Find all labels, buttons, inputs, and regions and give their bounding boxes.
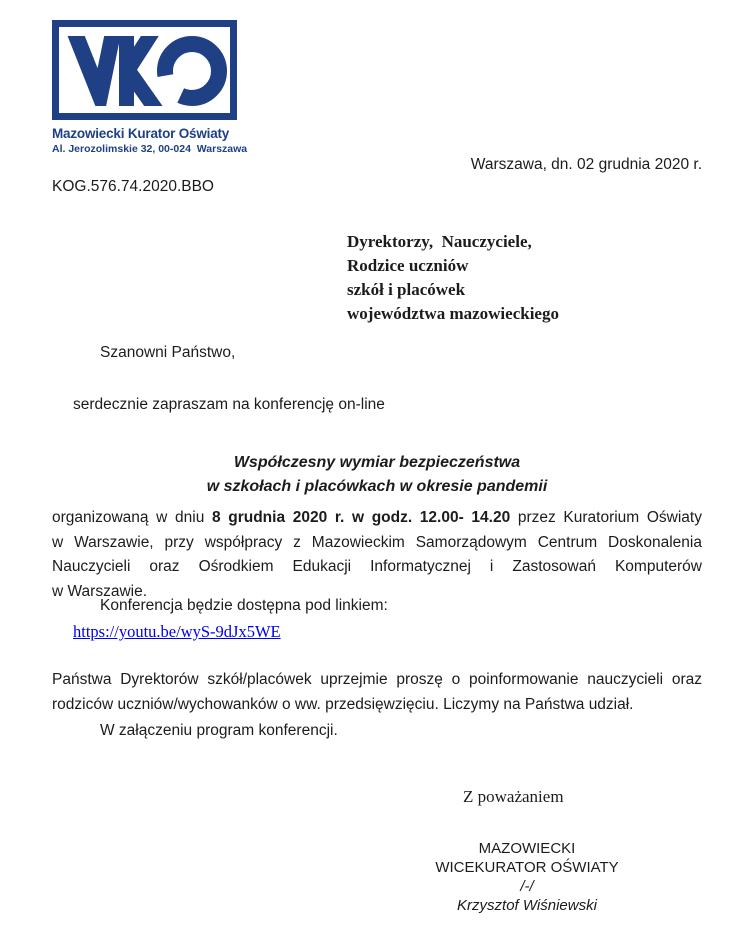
logo-org-name: Mazowiecki Kurator Oświaty [52,126,230,141]
recipient-line: Dyrektorzy, Nauczyciele, [347,232,532,251]
paragraph-2-line-1: Państwa Dyrektorów szkół/placówek uprzejmie proszę o poinformowanie nauczycieli oraz [52,671,702,688]
paragraph-1-line-1-post: przez Kuratorium Oświaty [510,509,702,526]
paragraph-1-line-1 [52,506,702,531]
paragraph-1-line-4: w Warszawie. [52,582,148,600]
signer-name: Krzysztof Wiśniewski [457,897,597,914]
intro-line: serdecznie zapraszam na konferencję on-line [73,396,385,413]
paragraph-2-line-2: rodziców uczniów/wychowanków o ww. przedsięwzięciu. Liczymy na Państwa udział. [52,695,634,713]
paragraph-2 [52,668,702,717]
paragraph-1-line-1-pre: organizowaną w dniu [52,509,212,526]
salutation: Szanowni Państwo, [100,344,236,361]
closing-salutation: Z poważaniem [463,787,564,806]
paragraph-1 [52,506,702,604]
recipient-line: szkół i placówek [347,280,466,299]
attachment-note: W załączeniu program konferencji. [100,722,338,739]
conference-title-line-1: Współczesny wymiar bezpieczeństwa [233,454,521,471]
letterhead-logo [52,20,237,120]
signer-title-line-2: WICEKURATOR OŚWIATY [435,859,619,876]
recipient-block [347,230,559,326]
link-intro: Konferencja będzie dostępna pod linkiem: [100,597,388,614]
paragraph-1-line-3: Nauczycieli oraz Ośrodkiem Edukacji Informatycznej i Zastosowań Komputerów [52,558,702,575]
conference-datetime: 8 grudnia 2020 r. w godz. 12.00- 14.20 [211,509,511,526]
reference-number: KOG.576.74.2020.BBO [52,178,214,195]
logo-org-address: Al. Jerozolimskie 32, 00-024 Warszawa [52,143,248,155]
mko-logo-icon [52,20,237,120]
signer-title-line-1: MAZOWIECKI [478,840,576,857]
signature-mark: /-/ [520,878,534,895]
date-line: Warszawa, dn. 02 grudnia 2020 r. [470,156,702,173]
recipient-line: Rodzice uczniów [347,256,469,275]
conference-title [52,451,702,498]
recipient-line: województwa mazowieckiego [347,304,559,323]
conference-title-line-2: w szkołach i placówkach w okresie pandemii [206,477,548,495]
paragraph-1-line-2: w Warszawie, przy współpracy z Mazowieckim Samorządowym Centrum Doskonalenia [52,533,702,551]
signature-block [377,839,677,915]
conference-link[interactable]: https://youtu.be/wyS-9dJx5WE [73,622,281,641]
